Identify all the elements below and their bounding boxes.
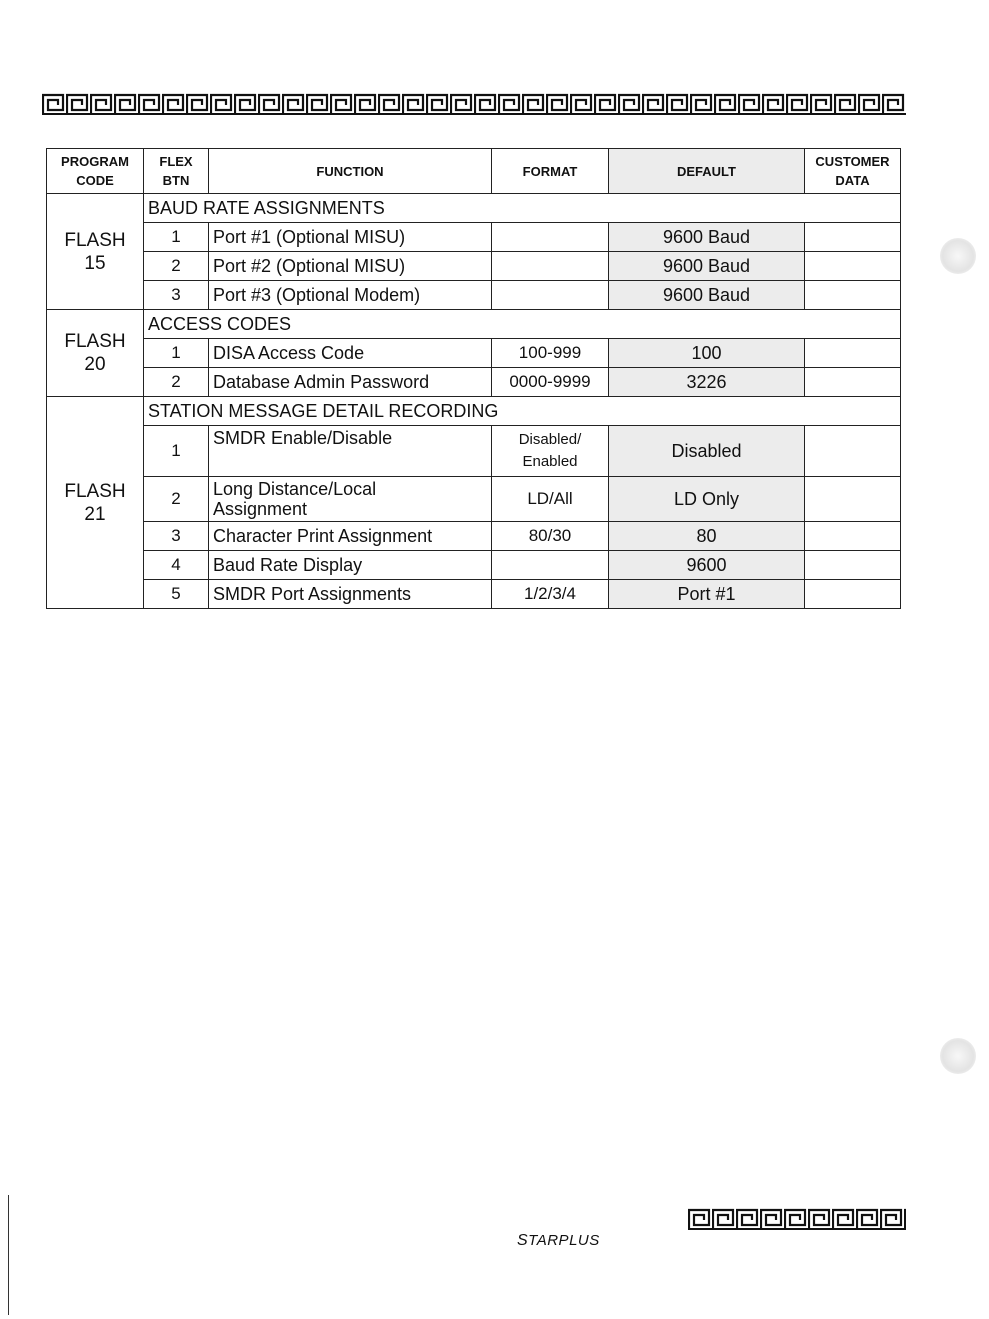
format-cell: 80/30 <box>492 522 609 551</box>
flex-btn-cell: 1 <box>144 426 209 477</box>
format-cell <box>492 252 609 281</box>
format-cell: 100-999 <box>492 339 609 368</box>
table-row <box>47 339 901 368</box>
section-row <box>47 397 901 426</box>
table-header-row <box>47 149 901 194</box>
format-cell: 1/2/3/4 <box>492 580 609 609</box>
function-cell: SMDR Port Assignments <box>209 580 492 609</box>
default-cell: 3226 <box>609 368 805 397</box>
default-cell: 9600 Baud <box>609 281 805 310</box>
flex-btn-cell: 5 <box>144 580 209 609</box>
section-title: ACCESS CODES <box>144 310 901 339</box>
format-cell <box>492 551 609 580</box>
program-code-cell: FLASH 21 <box>47 397 144 609</box>
customer-data-cell <box>805 551 901 580</box>
default-cell: 80 <box>609 522 805 551</box>
table-row <box>47 477 901 522</box>
header-customer-data: CUSTOMER DATA <box>805 149 901 194</box>
table-row <box>47 368 901 397</box>
default-cell: 9600 Baud <box>609 252 805 281</box>
customer-data-cell <box>805 281 901 310</box>
function-cell: Character Print Assignment <box>209 522 492 551</box>
flex-btn-cell: 1 <box>144 223 209 252</box>
header-format: FORMAT <box>492 149 609 194</box>
greek-key-border-top <box>42 93 906 115</box>
customer-data-cell <box>805 339 901 368</box>
customer-data-cell <box>805 368 901 397</box>
margin-rule <box>8 1195 9 1315</box>
customer-data-cell <box>805 223 901 252</box>
greek-key-border-bottom <box>688 1208 906 1230</box>
default-cell: LD Only <box>609 477 805 522</box>
program-code-cell: FLASH 15 <box>47 194 144 310</box>
function-cell: SMDR Enable/Disable <box>209 426 492 477</box>
format-cell <box>492 281 609 310</box>
table-row <box>47 580 901 609</box>
default-cell: 9600 <box>609 551 805 580</box>
customer-data-cell <box>805 522 901 551</box>
section-row <box>47 310 901 339</box>
customer-data-cell <box>805 477 901 522</box>
format-cell: LD/All <box>492 477 609 522</box>
section-title: BAUD RATE ASSIGNMENTS <box>144 194 901 223</box>
default-cell: 9600 Baud <box>609 223 805 252</box>
header-default: DEFAULT <box>609 149 805 194</box>
function-cell: Port #2 (Optional MISU) <box>209 252 492 281</box>
function-cell: Baud Rate Display <box>209 551 492 580</box>
table-row <box>47 426 901 477</box>
program-code-table <box>46 148 901 609</box>
section-title: STATION MESSAGE DETAIL RECORDING <box>144 397 901 426</box>
punch-hole-top <box>940 238 976 274</box>
flex-btn-cell: 3 <box>144 522 209 551</box>
customer-data-cell <box>805 580 901 609</box>
function-cell: Long Distance/Local Assignment <box>209 477 492 522</box>
function-cell: Port #3 (Optional Modem) <box>209 281 492 310</box>
flex-btn-cell: 4 <box>144 551 209 580</box>
format-cell: 0000-9999 <box>492 368 609 397</box>
header-function: FUNCTION <box>209 149 492 194</box>
header-flex-btn: FLEX BTN <box>144 149 209 194</box>
customer-data-cell <box>805 252 901 281</box>
flex-btn-cell: 2 <box>144 477 209 522</box>
default-cell: Port #1 <box>609 580 805 609</box>
function-cell: DISA Access Code <box>209 339 492 368</box>
format-cell <box>492 223 609 252</box>
customer-data-cell <box>805 426 901 477</box>
function-cell: Database Admin Password <box>209 368 492 397</box>
table-row <box>47 551 901 580</box>
flex-btn-cell: 3 <box>144 281 209 310</box>
section-row <box>47 194 901 223</box>
table-row <box>47 522 901 551</box>
flex-btn-cell: 2 <box>144 368 209 397</box>
punch-hole-bottom <box>940 1038 976 1074</box>
function-cell: Port #1 (Optional MISU) <box>209 223 492 252</box>
table-row <box>47 252 901 281</box>
program-code-cell: FLASH 20 <box>47 310 144 397</box>
flex-btn-cell: 1 <box>144 339 209 368</box>
header-program-code: PROGRAM CODE <box>47 149 144 194</box>
default-cell: Disabled <box>609 426 805 477</box>
default-cell: 100 <box>609 339 805 368</box>
table-row <box>47 223 901 252</box>
flex-btn-cell: 2 <box>144 252 209 281</box>
brand-footer: STARPLUS <box>517 1232 600 1249</box>
format-cell: Disabled/ Enabled <box>492 426 609 477</box>
table-row <box>47 281 901 310</box>
